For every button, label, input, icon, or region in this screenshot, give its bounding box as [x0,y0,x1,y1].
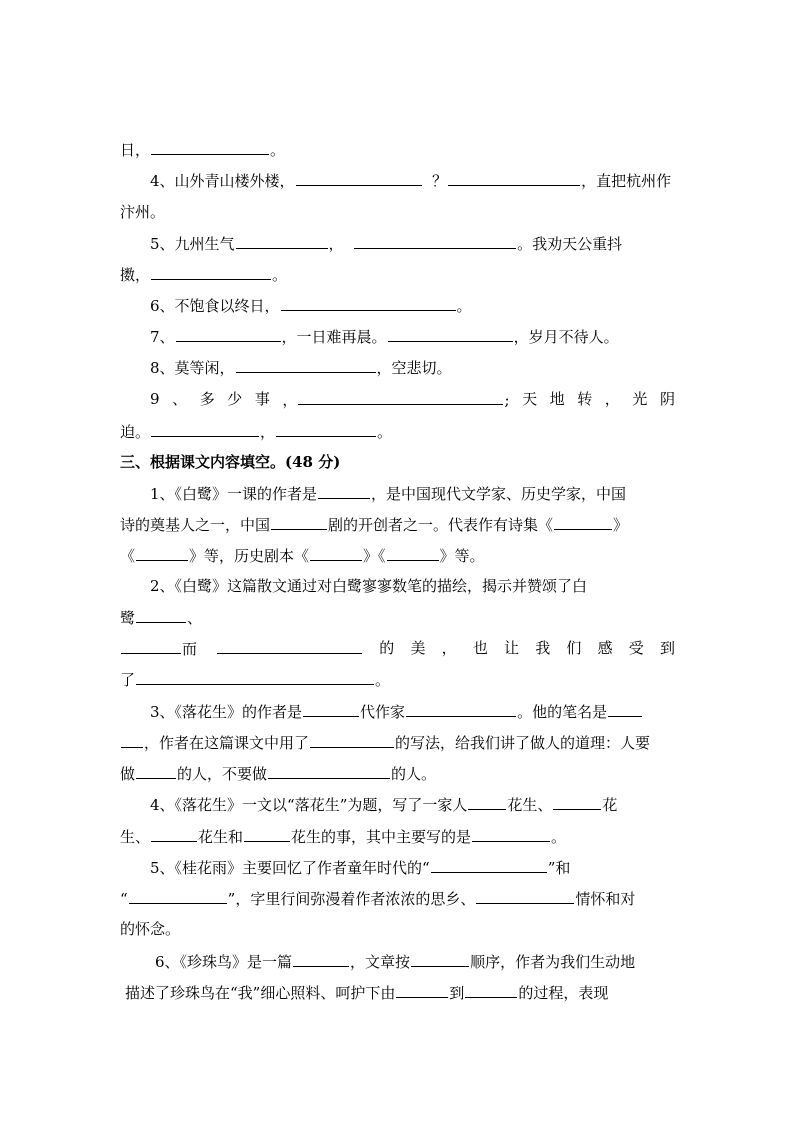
section-3-heading: 三、根据课文内容填空。(48 分) [120,453,341,471]
answer-blank[interactable] [129,888,227,904]
answer-blank[interactable] [136,545,188,561]
answer-blank[interactable] [553,794,601,810]
line-s3-cont2: 做 的人，不要做 的人。 [120,765,437,783]
answer-blank[interactable] [448,170,580,186]
answer-blank[interactable] [298,389,503,405]
answer-blank[interactable] [217,638,362,654]
line-q5-cont: 擞， 。 [120,266,288,284]
line-q9: 9 、 多 少 事 ， ; 天 地 转 ， 光 阴 [150,390,675,409]
line-q9-cont: 迫。 ， 。 [120,423,393,441]
answer-blank[interactable] [411,951,469,967]
answer-blank[interactable] [121,638,181,654]
answer-blank[interactable] [176,326,281,342]
line-q4-cont: 汴州。 [120,203,166,221]
answer-blank[interactable] [310,545,362,561]
answer-blank[interactable] [310,732,394,748]
answer-blank[interactable] [468,794,506,810]
line-s1-cont: 诗的奠基人之一，中国 剧的开创者之一。代表作有诗集《 》 [120,516,629,534]
answer-blank[interactable] [281,295,456,311]
answer-blank[interactable] [121,732,143,748]
line-q8: 8、莫等闲， ，空悲切。 [150,359,452,377]
answer-blank[interactable] [293,951,349,967]
line-s1-cont2: 《 》等，历史剧本《 》《 》等。 [120,547,485,565]
answer-blank[interactable] [236,233,328,249]
answer-blank[interactable] [387,545,439,561]
line-s5-cont2: 的怀念。 [120,920,181,938]
answer-blank[interactable] [318,483,370,499]
answer-blank[interactable] [296,170,422,186]
line-q4: 4、山外青山楼外楼， ？ ，直把杭州作 [150,172,672,190]
answer-blank[interactable] [303,701,359,717]
answer-blank[interactable] [236,357,376,373]
answer-blank[interactable] [151,826,197,842]
line-s1: 1、《白鹭》一课的作者是 ，是中国现代文学家、历史学家，中国 [150,485,627,503]
line-s2-cont: 鹭 、 [120,609,203,627]
line-s4-cont: 生、 花生和 花生的事，其中主要写的是 。 [120,828,567,846]
answer-blank[interactable] [151,421,259,437]
answer-blank[interactable] [472,826,550,842]
answer-blank[interactable] [465,982,517,998]
answer-blank[interactable] [396,982,448,998]
answer-blank[interactable] [151,139,269,155]
line-q3-tail: 日， 。 [120,141,286,159]
answer-blank[interactable] [271,514,327,530]
answer-blank[interactable] [276,421,376,437]
line-s2: 2、《白鹭》这篇散文通过对白鹭寥寥数笔的描绘，揭示并赞颂了白 [150,577,588,595]
line-s6-cont: 描述了珍珠鸟在“我”细心照料、呵护下由 到 的过程，表现 [125,984,609,1002]
answer-blank[interactable] [268,763,390,779]
line-s2-cont2: 而 的 美 ， 也 让 我 们 感 受 到 [120,638,675,659]
answer-blank[interactable] [151,264,271,280]
line-s6: 6、《珍珠鸟》是一篇 ，文章按 顺序，作者为我们生动地 [155,953,636,971]
answer-blank[interactable] [608,701,642,717]
answer-blank[interactable] [554,514,612,530]
answer-blank[interactable] [406,701,516,717]
line-q7: 7、 ，一日难再晨。 ，岁月不待人。 [150,328,619,346]
line-s5: 5、《桂花雨》主要回忆了作者童年时代的“ ”和 [150,859,571,877]
line-s3-cont: ，作者在这篇课文中用了 的写法，给我们讲了做人的道理：人要 [120,732,675,753]
answer-blank[interactable] [388,326,513,342]
line-q5: 5、九州生气 ， 。我劝天公重抖 [150,235,623,253]
line-s4: 4、《落花生》一文以“落花生”为题，写了一家人 花生、 花 [150,796,618,814]
answer-blank[interactable] [476,888,574,904]
answer-blank[interactable] [244,826,290,842]
answer-blank[interactable] [354,233,516,249]
answer-blank[interactable] [431,857,547,873]
line-s5-cont: “ ”，字里行间弥漫着作者浓浓的思乡、 情怀和对 [120,890,636,908]
line-s2-cont3: 了 。 [120,671,391,689]
answer-blank[interactable] [136,763,176,779]
line-q6: 6、不饱食以终日， 。 [150,297,472,315]
answer-blank[interactable] [136,607,186,623]
answer-blank[interactable] [136,669,374,685]
line-s3: 3、《落花生》的作者是 代作家 。他的笔名是 [150,701,675,722]
